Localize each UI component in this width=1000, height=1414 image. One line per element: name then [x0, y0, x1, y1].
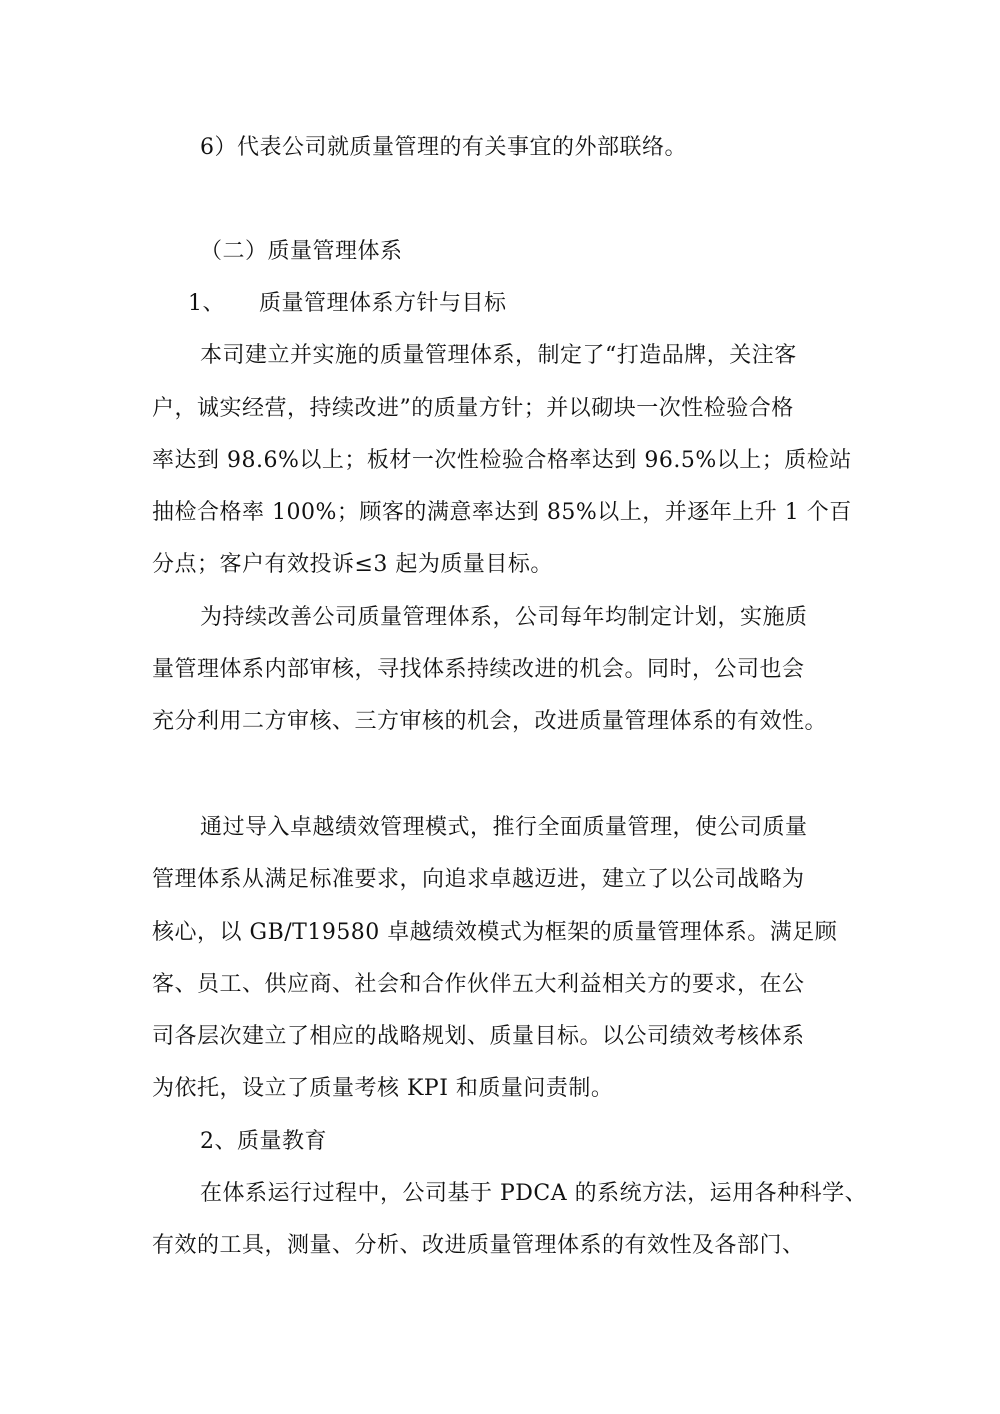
paragraph-line: 管理体系从满足标准要求，向追求卓越迈进，建立了以公司战略为: [152, 867, 805, 892]
item-6-text: 6）代表公司就质量管理的有关事宜的外部联络。: [200, 135, 687, 160]
subsection-2-heading: 2、质量教育: [200, 1129, 327, 1154]
paragraph-line: 充分利用二方审核、三方审核的机会，改进质量管理体系的有效性。: [152, 709, 828, 734]
subsection-1-heading: 1、 质量管理体系方针与目标: [188, 291, 507, 316]
paragraph-line: 核心，以 GB/T19580 卓越绩效模式为框架的质量管理体系。满足顾: [152, 920, 838, 945]
paragraph-line: 率达到 98.6%以上；板材一次性检验合格率达到 96.5%以上；质检站: [152, 448, 852, 473]
paragraph-line: 有效的工具，测量、分析、改进质量管理体系的有效性及各部门、: [152, 1233, 805, 1258]
paragraph-line: 客、员工、供应商、社会和合作伙伴五大利益相关方的要求，在公: [152, 972, 805, 997]
paragraph-line: 司各层次建立了相应的战略规划、质量目标。以公司绩效考核体系: [152, 1024, 805, 1049]
paragraph-line: 通过导入卓越绩效管理模式，推行全面质量管理，使公司质量: [200, 815, 808, 840]
paragraph-line: 为依托，设立了质量考核 KPI 和质量问责制。: [152, 1076, 614, 1101]
paragraph-line: 户，诚实经营，持续改进”的质量方针；并以砌块一次性检验合格: [152, 396, 794, 421]
paragraph-line: 量管理体系内部审核，寻找体系持续改进的机会。同时，公司也会: [152, 657, 805, 682]
paragraph-line: 本司建立并实施的质量管理体系，制定了“打造品牌，关注客: [200, 343, 797, 368]
paragraph-line: 抽检合格率 100%；顾客的满意率达到 85%以上，并逐年上升 1 个百: [152, 500, 852, 525]
section-title: （二）质量管理体系: [200, 239, 403, 264]
paragraph-line: 为持续改善公司质量管理体系，公司每年均制定计划，实施质: [200, 605, 808, 630]
paragraph-line: 在体系运行过程中，公司基于 PDCA 的系统方法，运用各种科学、: [200, 1181, 868, 1206]
paragraph-line: 分点；客户有效投诉≤3 起为质量目标。: [152, 552, 553, 577]
